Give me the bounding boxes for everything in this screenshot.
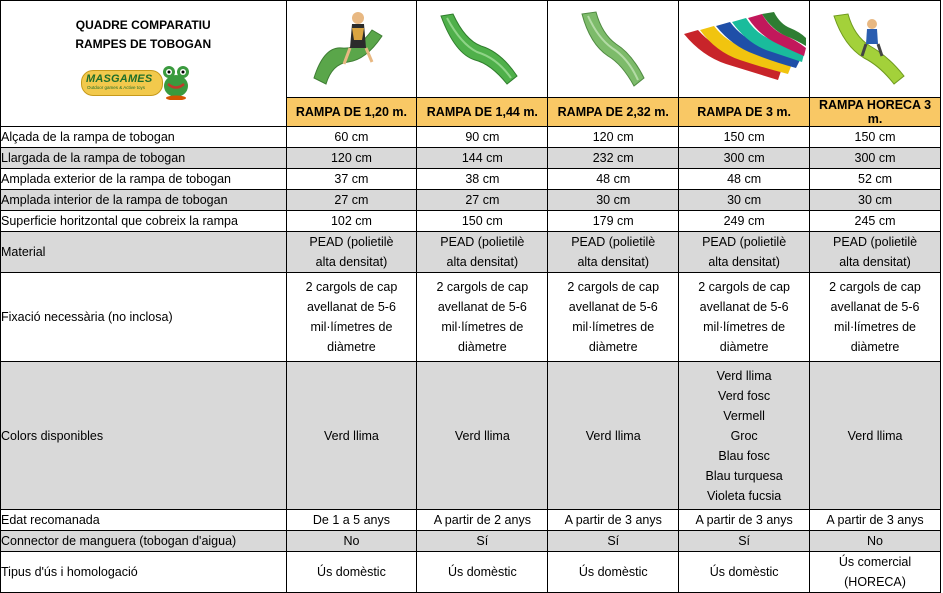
cell-line: 2 cargols de cap — [829, 280, 921, 294]
cell-line: 2 cargols de cap — [305, 280, 398, 294]
cell-value: A partir de 2 anys — [417, 510, 548, 531]
cell-value: Sí — [679, 531, 810, 552]
cell-value: 90 cm — [417, 127, 548, 148]
cell-line: PEAD (polietilè — [440, 235, 525, 249]
cell-line: avellanat de 5-6 — [306, 300, 396, 314]
cell-line: mil·límetres de — [703, 320, 786, 334]
cell-value: Ús comercial (HORECA) — [810, 552, 941, 593]
cell-value: 38 cm — [417, 169, 548, 190]
table-row — [1, 211, 941, 232]
row-label: Tipus d'ús i homologació — [1, 552, 287, 593]
cell-value — [548, 273, 679, 362]
cell-value: 102 cm — [286, 211, 417, 232]
product-image-1 — [286, 1, 417, 98]
cell-value — [679, 273, 810, 362]
cell-line: Verd llima — [585, 428, 641, 443]
product-image-2 — [417, 1, 548, 98]
cell-value: 30 cm — [548, 190, 679, 211]
cell-line: diàmetre — [327, 340, 376, 354]
logo-text: MASGAMES — [86, 73, 153, 85]
cell-line: alta densitat) — [446, 255, 519, 269]
row-label: Amplada exterior de la rampa de tobogan — [1, 169, 287, 190]
table-row — [1, 552, 941, 593]
cell-value — [286, 362, 417, 510]
cell-value — [679, 362, 810, 510]
slide-lime-with-child-icon — [820, 6, 930, 92]
cell-value: 232 cm — [548, 148, 679, 169]
table-subtitle: RAMPES DE TOBOGAN — [75, 37, 212, 51]
cell-line: Verd fosc — [718, 388, 771, 403]
product-image-5 — [810, 1, 941, 98]
cell-value: Ús domèstic — [417, 552, 548, 593]
cell-line: diàmetre — [719, 340, 769, 354]
cell-line: diàmetre — [588, 340, 638, 354]
cell-value — [417, 232, 548, 273]
table-row — [1, 127, 941, 148]
cell-value: 27 cm — [417, 190, 548, 211]
cell-value: Sí — [548, 531, 679, 552]
product-header-5: RAMPA HORECA 3 m. — [810, 98, 941, 127]
cell-line: mil·límetres de — [834, 320, 917, 334]
cell-value: 48 cm — [679, 169, 810, 190]
cell-value — [286, 273, 417, 362]
cell-value — [810, 362, 941, 510]
cell-value: De 1 a 5 anys — [286, 510, 417, 531]
cell-value: 179 cm — [548, 211, 679, 232]
slides-multicolor-icon — [682, 6, 806, 92]
cell-line: Blau turquesa — [705, 468, 783, 483]
masgames-logo — [81, 64, 196, 102]
cell-line: Violeta fucsia — [707, 488, 782, 503]
cell-line: alta densitat) — [708, 255, 780, 269]
cell-value: 30 cm — [810, 190, 941, 211]
row-label: Amplada interior de la rampa de tobogan — [1, 190, 287, 211]
cell-value — [548, 362, 679, 510]
cell-line: Groc — [730, 428, 758, 443]
cell-line: Verd llima — [324, 428, 379, 443]
cell-value: 144 cm — [417, 148, 548, 169]
table-row — [1, 190, 941, 211]
cell-value — [679, 232, 810, 273]
product-header-4: RAMPA DE 3 m. — [679, 98, 810, 127]
cell-value: No — [286, 531, 417, 552]
cell-line: diàmetre — [850, 340, 900, 354]
cell-value — [810, 273, 941, 362]
cell-line: Blau fosc — [718, 448, 770, 463]
cell-value: 249 cm — [679, 211, 810, 232]
cell-value: A partir de 3 anys — [679, 510, 810, 531]
cell-line: avellanat de 5-6 — [699, 300, 789, 314]
cell-value: 120 cm — [548, 127, 679, 148]
cell-value: 37 cm — [286, 169, 417, 190]
table-title: QUADRE COMPARATIU — [75, 18, 211, 32]
cell-value: Ús domèstic — [548, 552, 679, 593]
row-label: Connector de manguera (tobogan d'aigua) — [1, 531, 287, 552]
product-image-3 — [548, 1, 679, 98]
row-label: Llargada de la rampa de tobogan — [1, 148, 287, 169]
cell-line: Verd llima — [454, 428, 510, 443]
cell-line: PEAD (polietilè — [571, 235, 656, 249]
cell-value: 150 cm — [417, 211, 548, 232]
cell-value — [548, 232, 679, 273]
cell-line: avellanat de 5-6 — [437, 300, 527, 314]
cell-line: 2 cargols de cap — [567, 280, 660, 294]
cell-value: Ús domèstic — [679, 552, 810, 593]
row-label: Edat recomanada — [1, 510, 287, 531]
table-row — [1, 273, 941, 362]
cell-line: avellanat de 5-6 — [568, 300, 658, 314]
cell-line: alta densitat) — [839, 255, 911, 269]
table-row — [1, 510, 941, 531]
product-image-4 — [679, 1, 810, 98]
slide-light-green-icon — [558, 6, 668, 92]
cell-value: 120 cm — [286, 148, 417, 169]
cell-value: 150 cm — [679, 127, 810, 148]
cell-line: diàmetre — [458, 340, 507, 354]
cell-value — [286, 232, 417, 273]
cell-line: 2 cargols de cap — [698, 280, 790, 294]
cell-value: 60 cm — [286, 127, 417, 148]
cell-line: alta densitat) — [577, 255, 650, 269]
cell-value: 30 cm — [679, 190, 810, 211]
cell-value: 27 cm — [286, 190, 417, 211]
logo-subtext: Outdoor games & Active toys — [87, 85, 146, 90]
row-label: Alçada de la rampa de tobogan — [1, 127, 287, 148]
cell-line: mil·límetres de — [441, 320, 524, 334]
cell-value: A partir de 3 anys — [548, 510, 679, 531]
table-row — [1, 232, 941, 273]
cell-value: 245 cm — [810, 211, 941, 232]
cell-value: Ús domèstic — [286, 552, 417, 593]
cell-line: PEAD (polietilè — [832, 235, 918, 249]
cell-value: 48 cm — [548, 169, 679, 190]
row-label: Fixació necessària (no inclosa) — [1, 273, 287, 362]
slide-with-child-icon — [296, 6, 406, 92]
cell-value: 300 cm — [810, 148, 941, 169]
product-header-3: RAMPA DE 2,32 m. — [548, 98, 679, 127]
table-row — [1, 169, 941, 190]
row-label: Material — [1, 232, 287, 273]
cell-line: Vermell — [723, 408, 765, 423]
cell-line: PEAD (polietilè — [309, 235, 394, 249]
table-row — [1, 531, 941, 552]
cell-value — [417, 362, 548, 510]
cell-line: Verd llima — [716, 368, 772, 383]
title-cell — [1, 1, 287, 127]
table-row — [1, 148, 941, 169]
cell-line: 2 cargols de cap — [436, 280, 529, 294]
product-header-1: RAMPA DE 1,20 m. — [286, 98, 417, 127]
cell-value: Sí — [417, 531, 548, 552]
row-label: Superficie horitzontal que cobreix la rampa — [1, 211, 287, 232]
row-label: Colors disponibles — [1, 362, 287, 510]
cell-value: 150 cm — [810, 127, 941, 148]
cell-line: mil·límetres de — [572, 320, 655, 334]
cell-value — [417, 273, 548, 362]
cell-value — [810, 232, 941, 273]
cell-value: 52 cm — [810, 169, 941, 190]
table-row — [1, 362, 941, 510]
slide-green-icon — [427, 6, 537, 92]
cell-line: Verd llima — [847, 428, 903, 443]
frog-mascot-icon — [159, 64, 193, 100]
cell-line: mil·límetres de — [310, 320, 393, 334]
product-header-2: RAMPA DE 1,44 m. — [417, 98, 548, 127]
cell-line: alta densitat) — [315, 255, 388, 269]
cell-line: PEAD (polietilè — [702, 235, 787, 249]
cell-value: 300 cm — [679, 148, 810, 169]
cell-line: avellanat de 5-6 — [830, 300, 920, 314]
cell-value: No — [810, 531, 941, 552]
cell-value: A partir de 3 anys — [810, 510, 941, 531]
